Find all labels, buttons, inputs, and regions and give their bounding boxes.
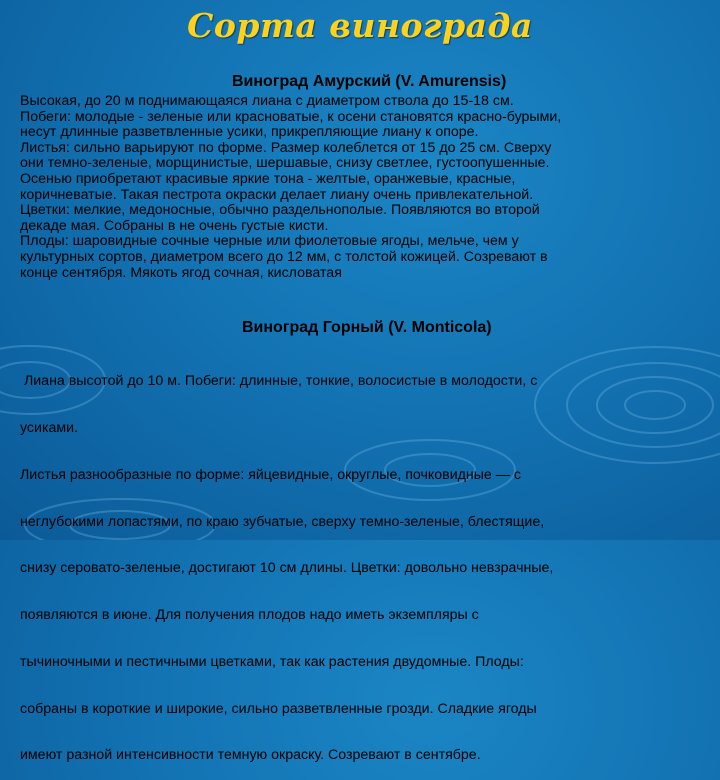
text-line: тычиночными и пестичными цветками, так как растения двудомные. Плоды: bbox=[20, 653, 524, 670]
text-line: имеют разной интенсивности темную окраску. Созревают в сентябре. bbox=[20, 747, 481, 764]
text-line: они темно-зеленые, морщинистые, шершавые, снизу светлее, густоопушенные. bbox=[20, 155, 550, 172]
text-line: Листья: сильно варьируют по форме. Размер колеблется от 15 до 25 см. Сверху bbox=[20, 139, 552, 156]
text-line: несут длинные разветвленные усики, прикрепляющие лиану к опоре. bbox=[20, 124, 479, 141]
text-line: неглубокими лопастями, по краю зубчатые, сверху темно-зеленые, блестящие, bbox=[20, 513, 545, 530]
text-line: появляются в июне. Для получения плодов надо иметь экземпляры с bbox=[20, 607, 479, 624]
text-line: Листья разнообразные по форме: яйцевидные, округлые, почковидные — с bbox=[20, 466, 521, 483]
text-line: снизу серовато-зеленые, достигают 10 см длины. Цветки: довольно невзрачные, bbox=[20, 560, 554, 577]
section-body-amurensis bbox=[20, 94, 561, 281]
text-line: коричневатые. Такая пестрота окраски делает лиану очень привлекательной. bbox=[20, 186, 534, 203]
section-body-monticola bbox=[20, 343, 553, 780]
text-line: Лиана высотой до 10 м. Побеги: длинные, тонкие, волосистые в молодости, с bbox=[20, 373, 538, 390]
text-line: собраны в короткие и широкие, сильно разветвленные грозди. Сладкие ягоды bbox=[20, 700, 537, 717]
text-line: усиками. bbox=[20, 419, 78, 436]
section-heading-amurensis: Виноград Амурский (V. Amurensis) bbox=[232, 73, 507, 90]
text-line: конце сентября. Мякоть ягод сочная, кисловатая bbox=[20, 264, 342, 281]
slide-title: Сорта винограда bbox=[187, 6, 533, 45]
text-line: Плоды: шаровидные сочные черные или фиолетовые ягоды, мельче, чем у bbox=[20, 233, 519, 250]
text-line: Цветки: мелкие, медоносные, обычно раздельнополые. Появляются во второй bbox=[20, 202, 540, 219]
text-line: декаде мая. Собраны в не очень густые кисти. bbox=[20, 217, 329, 234]
text-line: Высокая, до 20 м поднимающаяся лиана с диаметром ствола до 15-18 см. bbox=[20, 93, 514, 109]
text-line: Осенью приобретают красивые яркие тона - желтые, оранжевые, красные, bbox=[20, 170, 516, 187]
text-line: Побеги: молодые - зеленые или красноватые, к осени становятся красно-бурыми, bbox=[20, 108, 562, 125]
text-line: культурных сортов, диаметром всего до 12 мм, с толстой кожицей. Созревают в bbox=[20, 248, 548, 265]
section-heading-monticola: Виноград Горный (V. Monticola) bbox=[242, 319, 492, 336]
